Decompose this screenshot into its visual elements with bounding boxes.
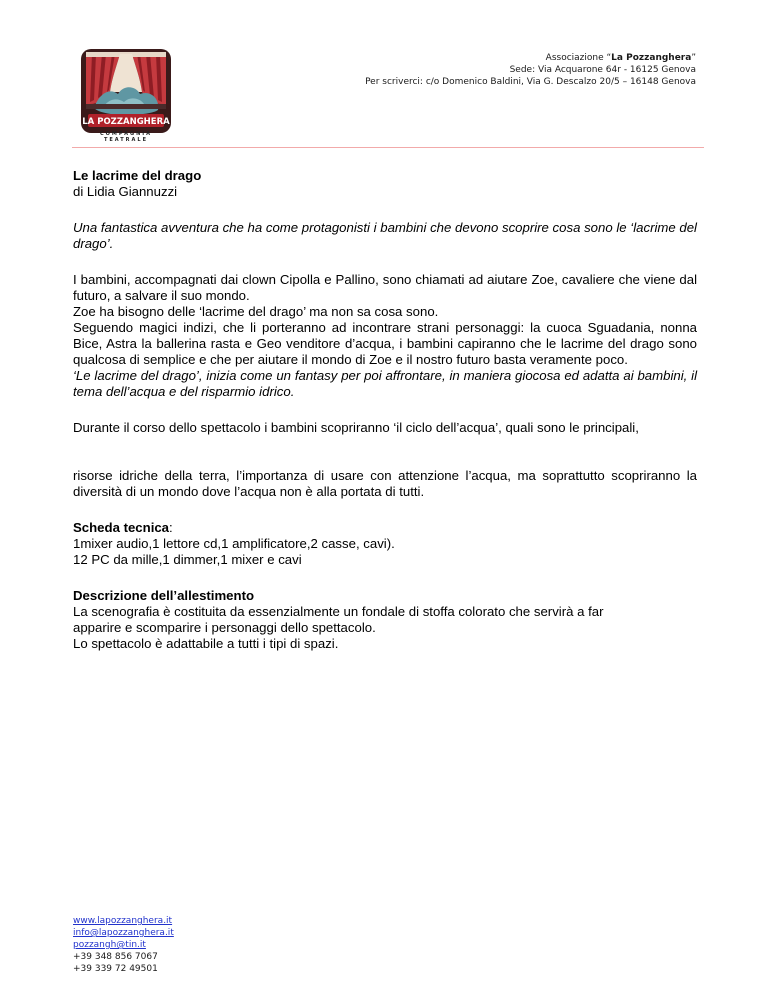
- theatre-curtain-puddle-logo: [80, 48, 172, 134]
- logo-brand: LA POZZANGHERA: [82, 117, 170, 127]
- intro-paragraph: Una fantastica avventura che ha come protagonisti i bambini che devono scoprire cosa sono le ‘lacrime del drago’.: [73, 220, 697, 251]
- story-italic-line: ‘Le lacrime del drago’, inizia come un fantasy per poi affrontare, in maniera giocosa ed adatta ai bambini, il tema dell’acqua e del risparmio idrico.: [73, 368, 697, 399]
- technical-sheet: Scheda tecnica: 1mixer audio,1 lettore cd,1 amplificatore,2 casse, cavi). 12 PC da mille,1 dimmer,1 mixer e cavi: [73, 520, 697, 568]
- cycle-paragraph: Durante il corso dello spettacolo i bambini scopriranno ‘il ciclo dell’acqua’, quali sono le principali,: [73, 420, 639, 435]
- association-name: La Pozzanghera: [611, 53, 692, 63]
- staging-description-line: La scenografia è costituita da essenzialmente un fondale di stoffa colorato che servirà a far apparire e scomparire i personaggi dello spettacolo.: [73, 604, 604, 635]
- technical-sheet-line: 12 PC da mille,1 dimmer,1 mixer e cavi: [73, 552, 302, 567]
- website-link[interactable]: www.lapozzanghera.it: [73, 916, 173, 926]
- association-sede: Sede: Via Acquarone 64r - 16125 Genova: [509, 65, 696, 75]
- story-line: I bambini, accompagnati dai clown Cipolla e Pallino, sono chiamati ad aiutare Zoe, cavaliere che viene dal futuro, a salvare il suo mondo.: [73, 272, 697, 303]
- story-paragraph: [73, 272, 697, 400]
- staging-description-line: Lo spettacolo è adattabile a tutti i tipi di spazi.: [73, 636, 339, 651]
- story-line: Zoe ha bisogno delle ‘lacrime del drago’ ma non sa cosa sono.: [73, 304, 439, 319]
- document-body: [73, 168, 697, 652]
- header-divider: [72, 147, 704, 148]
- document-title: Le lacrime del drago: [73, 168, 202, 183]
- email-link-secondary[interactable]: pozzangh@tin.it: [73, 940, 146, 950]
- story-line: Seguendo magici indizi, che li porteranno ad incontrare strani personaggi: la cuoca Sguadania, nonna Bice, Astra la ballerina rasta e Geo venditore d’acqua, i bambini capiranno che le lacrime del drago sono qualcosa di semplice e che per aiutare il mondo di Zoe e il nostro futuro basta veramente poco.: [73, 320, 697, 367]
- association-header: [365, 52, 696, 88]
- technical-sheet-title: Scheda tecnica: [73, 520, 170, 535]
- association-contact-address: Per scriverci: c/o Domenico Baldini, Via G. Descalzo 20/5 – 16148 Genova: [365, 77, 696, 87]
- logo-subtitle: COMPAGNIA TEATRALE: [100, 131, 152, 143]
- staging-description-title: Descrizione dell’allestimento: [73, 588, 255, 603]
- company-logo: [80, 48, 172, 134]
- phone-number: +39 348 856 7067: [73, 952, 158, 962]
- footer-contacts: [73, 915, 174, 975]
- staging-description: [73, 588, 697, 652]
- email-link[interactable]: info@lapozzanghera.it: [73, 928, 174, 938]
- phone-number-secondary: +39 339 72 49501: [73, 964, 158, 974]
- resources-paragraph: risorse idriche della terra, l’importanza di usare con attenzione l’acqua, ma soprattutto scopriranno la diversità di un mondo dove l’acqua non è alla portata di tutti.: [73, 468, 697, 499]
- technical-sheet-line: 1mixer audio,1 lettore cd,1 amplificatore,2 casse, cavi).: [73, 536, 395, 551]
- association-name-line: Associazione “La Pozzanghera”: [545, 53, 696, 63]
- document-author: di Lidia Giannuzzi: [73, 184, 178, 199]
